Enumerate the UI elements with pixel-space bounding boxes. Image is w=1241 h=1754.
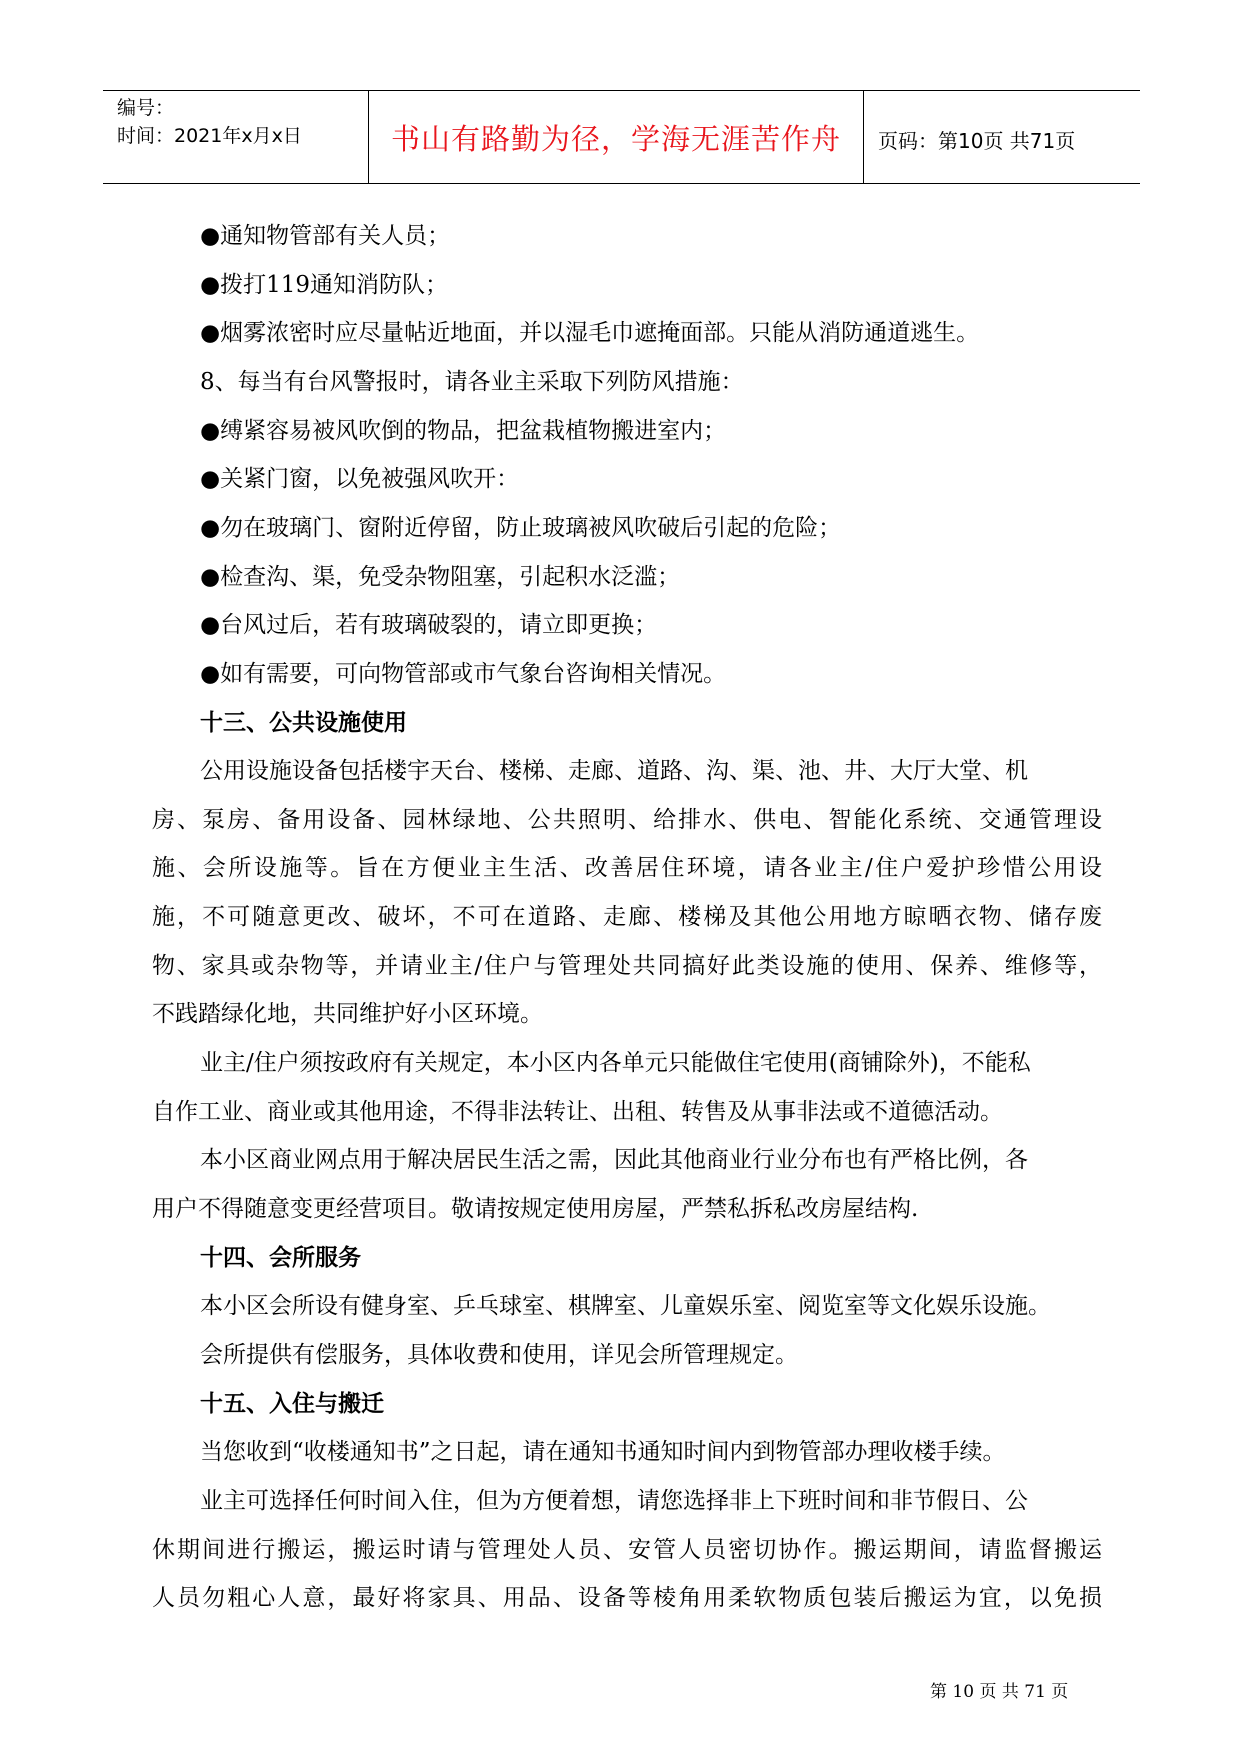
body-line: 房、泵房、备用设备、园林绿地、公共照明、给排水、供电、智能化系统、交通管理设: [152, 807, 1102, 833]
body-line: 业主/住户须按政府有关规定，本小区内各单元只能做住宅使用(商铺除外)，不能私: [200, 1050, 1031, 1076]
body-line: 本小区会所设有健身室、乒乓球室、棋牌室、儿童娱乐室、阅览室等文化娱乐设施。: [200, 1293, 1051, 1319]
body-line: 当您收到“收楼通知书”之日起，请在通知书通知时间内到物管部办理收楼手续。: [200, 1439, 1006, 1465]
doc-number-label: 编号：: [117, 97, 175, 119]
body-line: 不践踏绿化地，共同维护好小区环境。: [152, 1001, 543, 1027]
body-line: 公用设施设备包括楼宇天台、楼梯、走廊、道路、沟、渠、池、井、大厅大堂、机: [200, 758, 1028, 784]
page-header: [103, 90, 1140, 184]
body-line: 人员勿粗心人意，最好将家具、用品、设备等棱角用柔软物质包装后搬运为宜，以免损: [152, 1585, 1102, 1611]
body-line: 用户不得随意变更经营项目。敬请按规定使用房屋，严禁私拆私改房屋结构.: [152, 1196, 919, 1222]
page-code: 页码：第10页 共71页: [878, 129, 1076, 153]
header-motto-cell: [369, 91, 864, 183]
body-line: ●检查沟、渠，免受杂物阻塞，引起积水泛滥；: [200, 564, 681, 590]
body-line: ●勿在玻璃门、窗附近停留，防止玻璃被风吹破后引起的危险；: [200, 515, 842, 541]
body-line: 施，不可随意更改、破坏，不可在道路、走廊、楼梯及其他公用地方晾晒衣物、储存废: [152, 904, 1102, 930]
body-line: ●台风过后，若有玻璃破裂的，请立即更换；: [200, 612, 658, 638]
body-line: 自作工业、商业或其他用途，不得非法转让、出租、转售及从事非法或不道德活动。: [152, 1099, 1003, 1125]
section-heading: 十三、公共设施使用: [200, 710, 407, 736]
body-line: 业主可选择任何时间入住，但为方便着想，请您选择非上下班时间和非节假日、公: [200, 1488, 1028, 1514]
body-line: ●缚紧容易被风吹倒的物品，把盆栽植物搬进室内；: [200, 418, 727, 444]
page-footer: 第 10 页 共 71 页: [930, 1682, 1069, 1702]
body-line: 施、会所设施等。旨在方便业主生活、改善居住环境，请各业主/住户爱护珍惜公用设: [152, 855, 1102, 881]
section-heading: 十五、入住与搬迁: [200, 1391, 384, 1417]
body-line: 本小区商业网点用于解决居民生活之需，因此其他商业行业分布也有严格比例，各: [200, 1147, 1028, 1173]
body-line: ●通知物管部有关人员；: [200, 223, 451, 249]
body-line: ●烟雾浓密时应尽量帖近地面，并以湿毛巾遮掩面部。只能从消防通道逃生。: [200, 320, 980, 346]
body-line: ●关紧门窗，以免被强风吹开：: [200, 466, 520, 492]
header-page-cell: [864, 91, 1140, 183]
body-line: 休期间进行搬运，搬运时请与管理处人员、安管人员密切协作。搬运期间，请监督搬运: [152, 1537, 1102, 1563]
doc-date: 时间：2021年x月x日: [117, 125, 302, 147]
body-line: 会所提供有偿服务，具体收费和使用，详见会所管理规定。: [200, 1342, 798, 1368]
body-line: ●拨打119通知消防队；: [200, 272, 448, 298]
header-meta-cell: [103, 91, 369, 183]
body-line: ●如有需要，可向物管部或市气象台咨询相关情况。: [200, 661, 727, 687]
body-line: 8、每当有台风警报时，请各业主采取下列防风措施：: [200, 369, 744, 395]
motto: 书山有路勤为径，学海无涯苦作舟: [390, 122, 841, 156]
section-heading: 十四、会所服务: [200, 1245, 361, 1271]
body-line: 物、家具或杂物等，并请业主/住户与管理处共同搞好此类设施的使用、保养、维修等，: [152, 953, 1102, 979]
